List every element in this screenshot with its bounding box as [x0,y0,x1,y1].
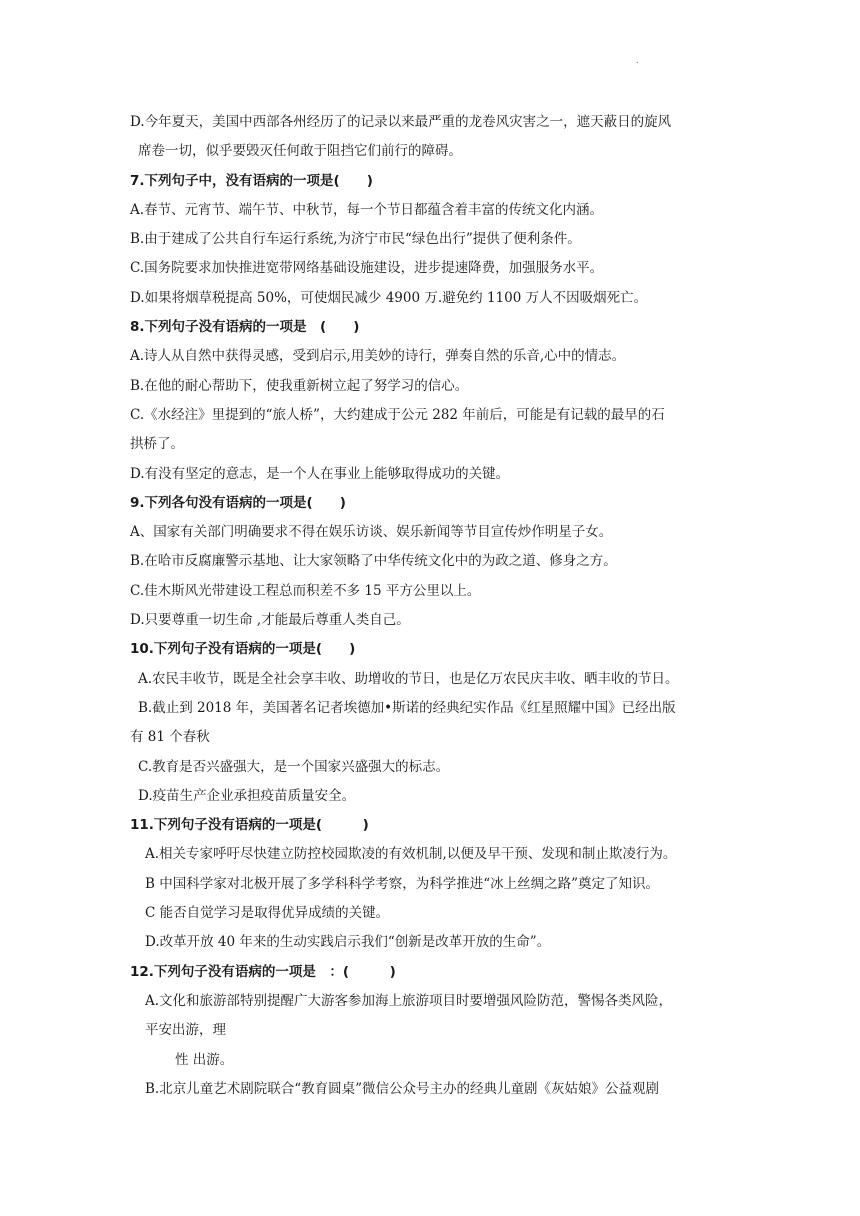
document-content [130,108,740,1104]
q10-option-b-cont: 有 81 个春秋 [130,729,210,746]
header-mark: . [636,56,639,65]
question-11: 11.下列句子没有语病的一项是( ) [130,817,369,834]
option-d-q6: D.今年夏天，美国中西部各州经历了的记录以来最严重的龙卷风灾害之一，遮天蔽日的旋风 [130,114,672,130]
q8-option-c-cont: 拱桥了。 [130,436,184,453]
q8-option-c: C.《水经注》里提到的“旅人桥”，大约建成于公元 282 年前后，可能是有记载的最早的石 [130,406,665,423]
q11-option-a: A.相关专家呼吁尽快建立防控校园欺凌的有效机制,以便及早干预、发现和制止欺凌行为。 [145,846,677,863]
q10-option-b: B.截止到 2018 年，美国著名记者埃德加•斯诺的经典纪实作品《红星照耀中国》已经出版 [138,699,676,716]
q10-option-d: D.疫苗生产企业承担疫苗质量安全。 [138,787,356,804]
q12-option-a-cont: 平安出游，理 [145,1022,226,1039]
q11-option-b: B 中国科学家对北极开展了多学科科学考察，为科学推进“冰上丝绸之路”奠定了知识。 [145,875,660,892]
q8-option-d: D.有没有坚定的意志，是一个人在事业上能够取得成功的关键。 [130,465,510,482]
q11-option-c: C 能否自觉学习是取得优异成绩的关键。 [145,905,390,922]
question-8: 8.下列句子没有语病的一项是 ( ) [130,319,360,336]
q8-option-a: A.诗人从自然中获得灵感，受到启示,用美妙的诗行，弹奏自然的乐音,心中的情志。 [130,348,626,365]
question-9: 9.下列各句没有语病的一项是( ) [130,494,346,511]
question-10: 10.下列句子没有语病的一项是( ) [130,641,356,658]
q7-option-a: A.春节、元宵节、端午节、中秋节，每一个节日都蕴含着丰富的传统文化内涵。 [130,201,604,218]
q11-option-d: D.改革开放 40 年来的生动实践启示我们“创新是改革开放的生命”。 [145,934,551,951]
q9-option-a: A、国家有关部门明确要求不得在娱乐访谈、娱乐新闻等节目宣传炒作明星子女。 [130,524,613,541]
q7-option-d: D.如果将烟草税提高 50%，可使烟民减少 4900 万.避免约 1100 万人不因吸烟死亡。 [130,289,648,306]
q10-option-c: C.教育是否兴盛强大，是一个国家兴盛强大的标志。 [138,758,450,775]
q9-option-b: B.在哈市反腐廉警示基地、让大家领略了中华传统文化中的为政之道、修身之方。 [130,553,617,570]
q7-option-c: C.国务院要求加快推进宽带网络基础设施建设，进步提速降费，加强服务水平。 [130,260,604,277]
q12-option-a-cont2: 性 出游。 [175,1051,234,1068]
q10-option-a: A.农民丰收节，既是全社会享丰收、助增收的节日，也是亿万农民庆丰收、晒丰收的节日。 [138,670,679,687]
q12-option-b: B.北京儿童艺术剧院联合“教育圆桌”微信公众号主办的经典儿童剧《灰姑娘》公益观剧 [145,1080,660,1097]
q7-option-b: B.由于建成了公共自行车运行系统,为济宁市民“绿色出行”提供了便利条件。 [130,231,581,248]
question-12: 12.下列句子没有语病的一项是 ：( ) [130,963,396,980]
q9-option-d: D.只要尊重一切生命 ,才能最后尊重人类自己。 [130,612,410,629]
option-d-q6-cont: 席卷一切，似乎要毁灭任何敢于阻挡它们前行的障碍。 [138,143,462,160]
q8-option-b: B.在他的耐心帮助下，使我重新树立起了努学习的信心。 [130,377,469,394]
question-7: 7.下列句子中，没有语病的一项是( ) [130,172,373,189]
q9-option-c: C.佳木斯风光带建设工程总而积差不多 15 平方公里以上。 [130,582,481,599]
q12-option-a: A.文化和旅游部特别提醒广大游客参加海上旅游项目时要增强风险防范，警惕各类风险， [145,992,673,1009]
